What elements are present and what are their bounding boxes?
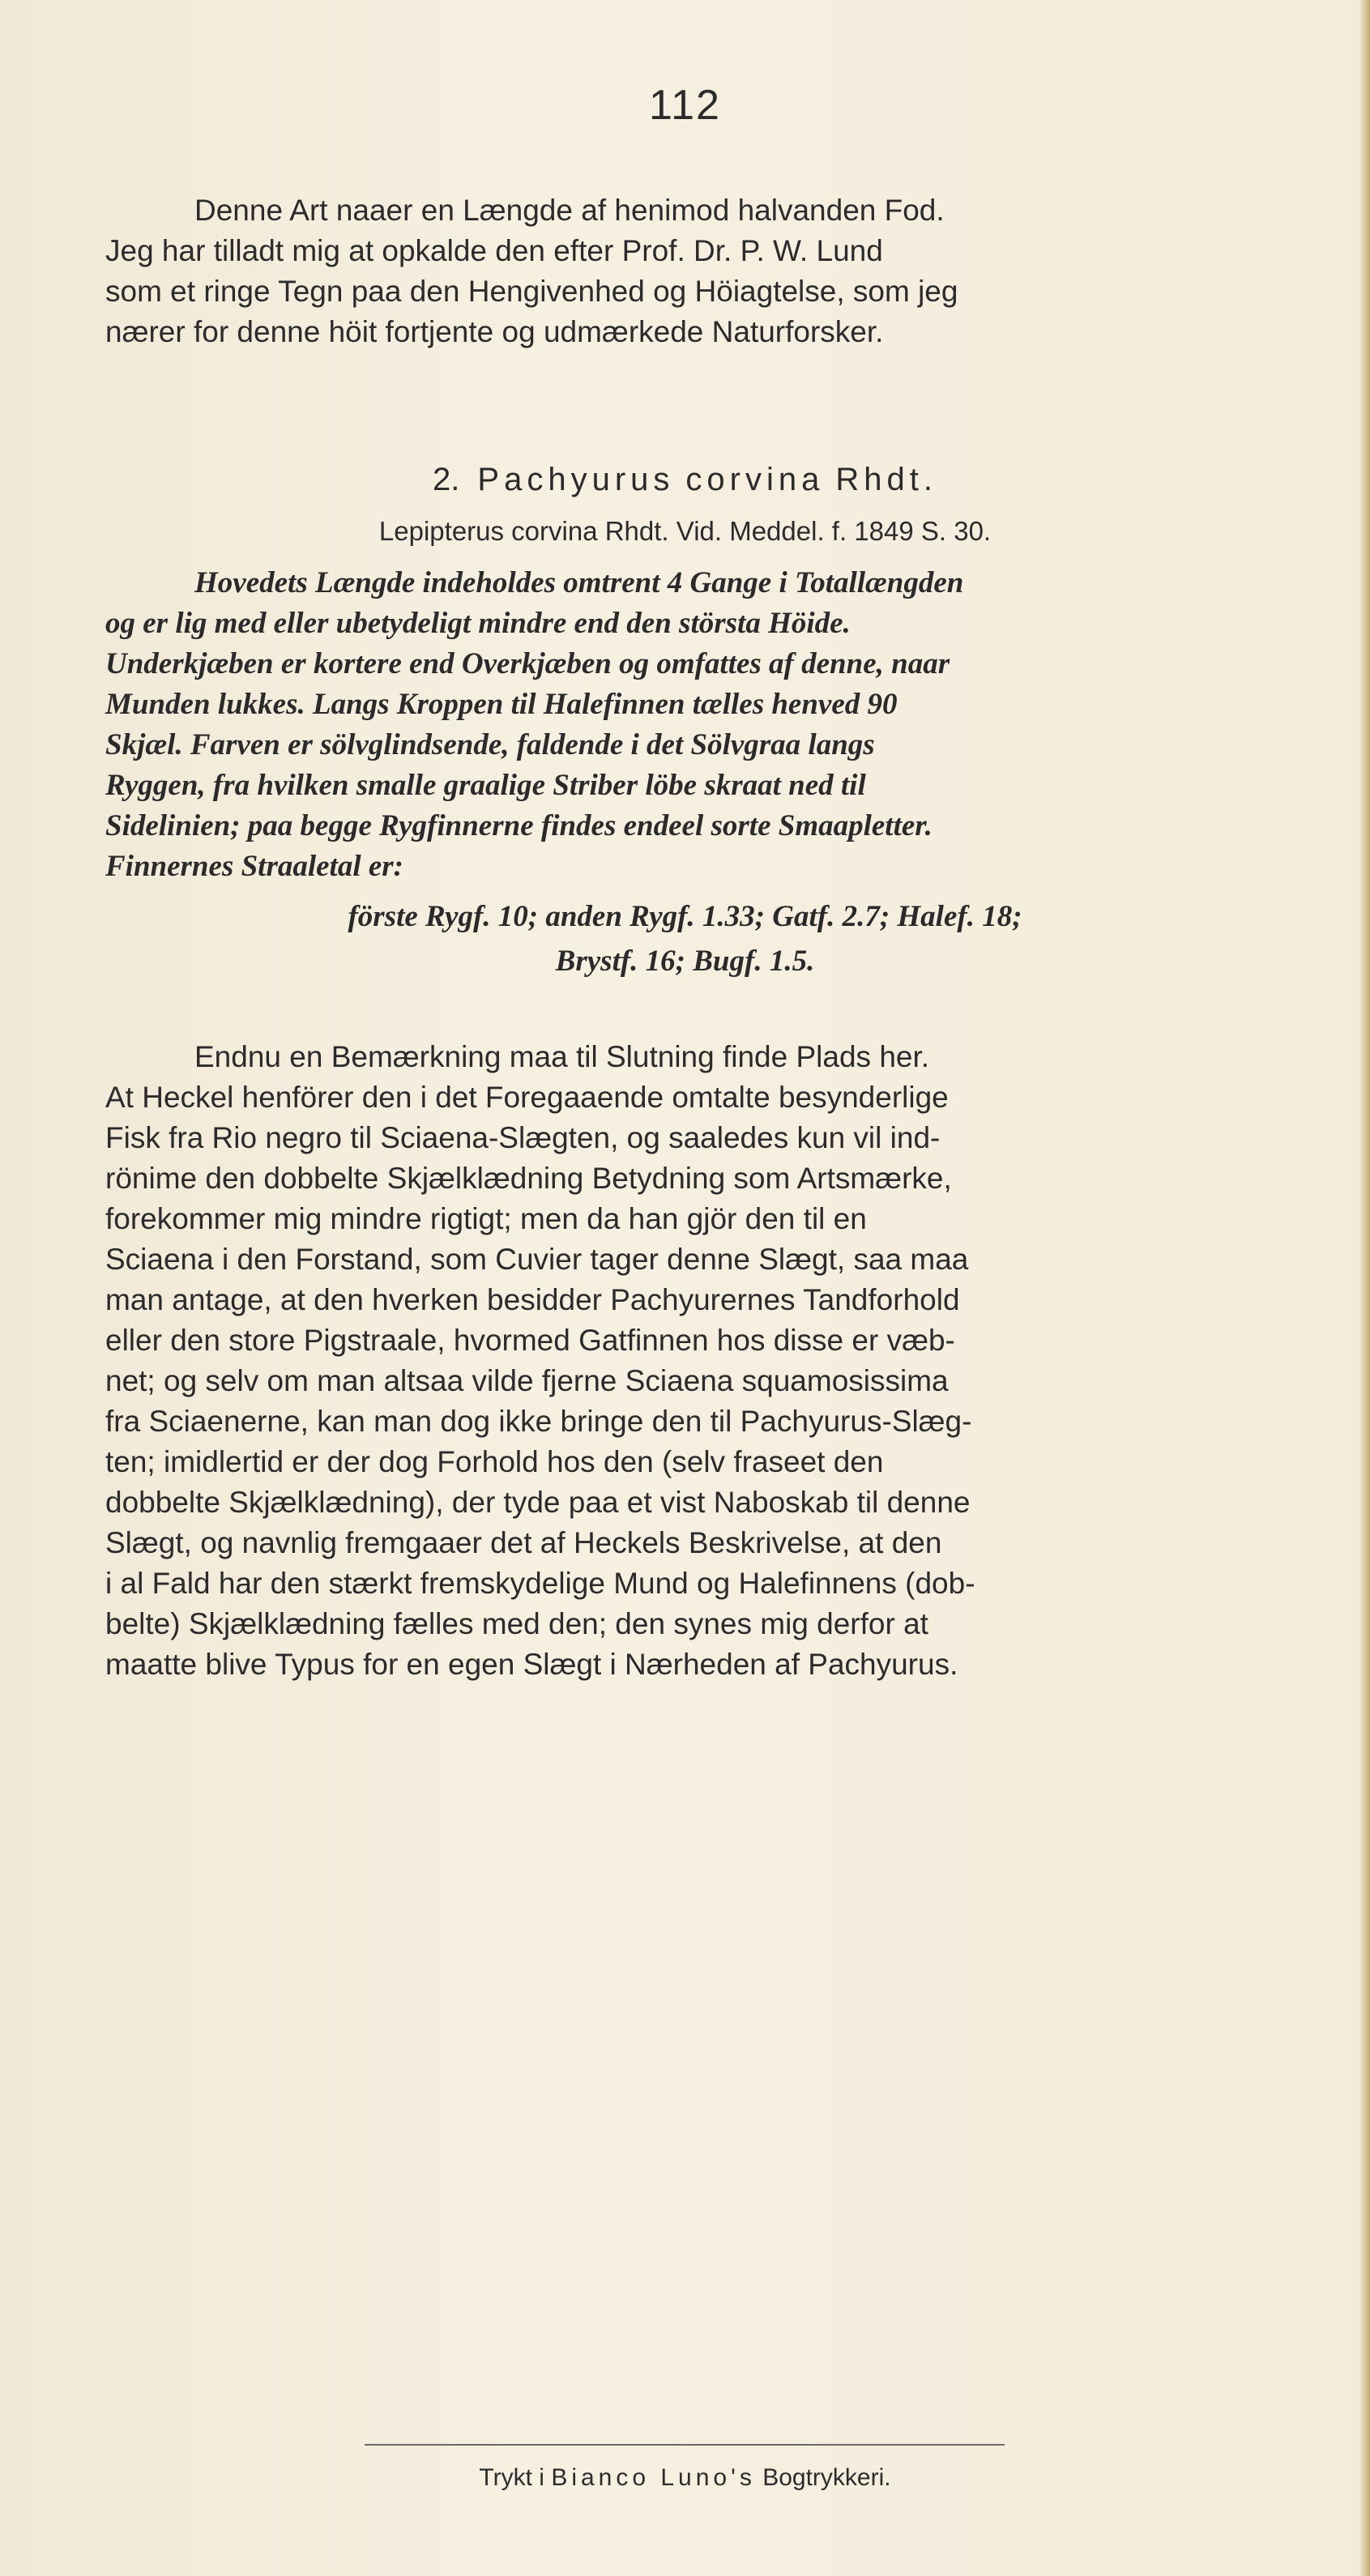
remark-line: fra Sciaenerne, kan man dog ikke bringe den til Pachyurus-Slæg-: [105, 1405, 972, 1438]
species-epithet: corvina: [685, 462, 825, 497]
description-line: Sidelinien; paa begge Rygfinnerne findes endeel sorte Smaapletter.: [105, 809, 933, 842]
remark-line: ten; imidlertid er der dog Forhold hos den (selv fraseet den: [105, 1445, 884, 1478]
species-genus: Pachyurus: [477, 462, 675, 497]
description-line: Finnernes Straaletal er:: [105, 850, 403, 883]
description-line: Skjæl. Farven er sölvglindsende, faldende i det Sölvgraa langs: [105, 728, 875, 761]
remark-line: maatte blive Typus for en egen Slægt i Nærheden af Pachyurus.: [105, 1648, 958, 1681]
fin-counts-line-1: förste Rygf. 10; anden Rygf. 1.33; Gatf. 2.7; Halef. 18;: [348, 900, 1022, 933]
remark-line: At Heckel henförer den i det Foregaaende omtalte besynderlige: [105, 1081, 949, 1114]
intro-line: Denne Art naaer en Længde af henimod halvanden Fod.: [194, 194, 945, 227]
description-line: Underkjæben er kortere end Overkjæben og omfattes af denne, naar: [105, 647, 950, 680]
species-number: 2.: [433, 462, 460, 497]
remark-line: Sciaena i den Forstand, som Cuvier tager denne Slægt, saa maa: [105, 1243, 969, 1276]
colophon-prefix: Trykt i: [479, 2464, 544, 2491]
species-heading: [0, 462, 1370, 498]
description-line: og er lig med eller ubetydeligt mindre end den största Höide.: [105, 607, 851, 640]
remark-line: forekommer mig mindre rigtigt; men da han gjör den til en: [105, 1202, 867, 1235]
remark-line: eller den store Pigstraale, hvormed Gatfinnen hos disse er væb-: [105, 1324, 955, 1357]
colophon-printer-name: Bianco Luno's: [551, 2464, 756, 2491]
intro-paragraph: [105, 190, 1304, 352]
fin-counts-line-2: Brystf. 16; Bugf. 1.5.: [555, 945, 815, 978]
synonym-citation: Lepipterus corvina Rhdt. Vid. Meddel. f. 1849 S. 30.: [378, 516, 992, 546]
intro-line: som et ringe Tegn paa den Hengivenhed og Höiagtelse, som jeg: [105, 275, 958, 308]
description-line: Hovedets Længde indeholdes omtrent 4 Gange i Totallængden: [194, 566, 964, 599]
species-description: [105, 563, 1304, 887]
remark-line: Fisk fra Rio negro til Sciaena-Slægten, og saaledes kun vil ind-: [105, 1121, 941, 1154]
remark-paragraph: [105, 1037, 1304, 1685]
description-line: Munden lukkes. Langs Kroppen til Halefinnen tælles henved 90: [105, 688, 898, 721]
intro-line: nærer for denne höit fortjente og udmærkede Naturforsker.: [105, 315, 884, 348]
footer-divider: [365, 2444, 1005, 2446]
colophon-suffix: Bogtrykkeri.: [762, 2464, 891, 2491]
remark-line: belte) Skjælklædning fælles med den; den synes mig derfor at: [105, 1607, 928, 1640]
remark-line: Slægt, og navnlig fremgaaer det af Heckels Beskrivelse, at den: [105, 1526, 942, 1559]
remark-line: man antage, at den hverken besidder Pachyurernes Tandforhold: [105, 1283, 960, 1316]
description-line: Ryggen, fra hvilken smalle graalige Striber löbe skraat ned til: [105, 769, 866, 802]
remark-line: Endnu en Bemærkning maa til Slutning finde Plads her.: [194, 1040, 930, 1073]
page-number: 112: [649, 82, 721, 129]
remark-line: dobbelte Skjælklædning), der tyde paa et vist Naboskab til denne: [105, 1486, 971, 1519]
remark-line: net; og selv om man altsaa vilde fjerne Sciaena squamosissima: [105, 1364, 949, 1397]
intro-line: Jeg har tilladt mig at opkalde den efter Prof. Dr. P. W. Lund: [105, 234, 883, 267]
printer-colophon: [0, 2464, 1370, 2492]
page-edge-shadow: [1359, 0, 1370, 2576]
species-author: Rhdt.: [835, 462, 937, 497]
remark-line: i al Fald har den stærkt fremskydelige Mund og Halefinnens (dob-: [105, 1567, 975, 1600]
remark-line: rönime den dobbelte Skjælklædning Betydning som Artsmærke,: [105, 1162, 952, 1195]
